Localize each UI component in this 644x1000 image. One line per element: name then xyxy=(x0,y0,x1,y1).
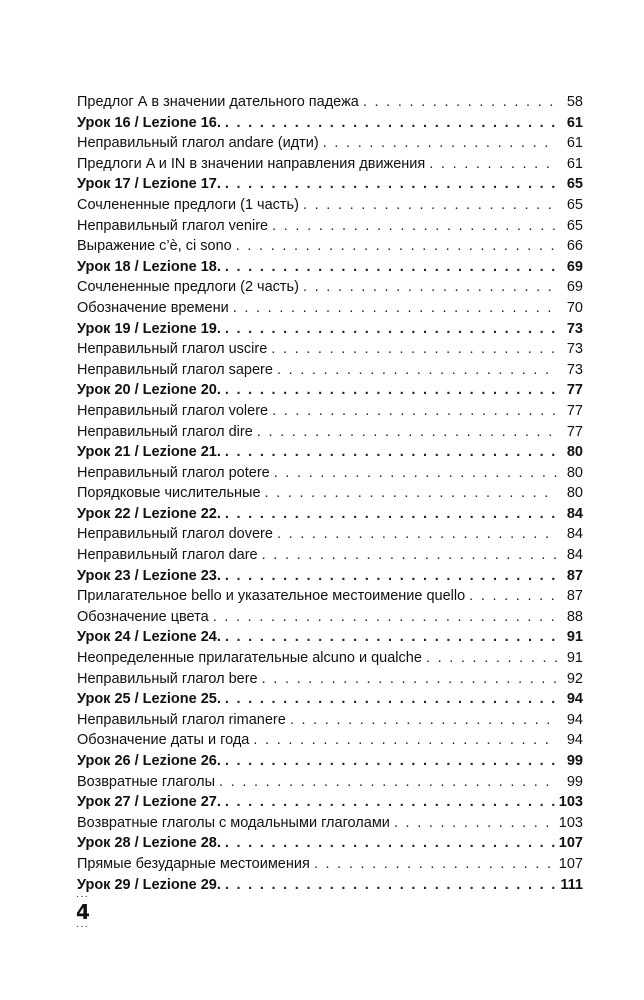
toc-entry-page: 66 xyxy=(566,238,583,255)
toc-entry-title: Урок 18 / Lezione 18. xyxy=(77,258,221,275)
toc-dot-leader xyxy=(225,792,555,813)
toc-entry-page: 111 xyxy=(560,876,583,893)
toc-entry-title: Неопределенные прилагательные alcuno и qualche xyxy=(77,650,422,667)
toc-topic-row xyxy=(77,154,583,175)
toc-topic-row xyxy=(77,545,583,566)
toc-dot-leader xyxy=(323,133,557,154)
toc-topic-row xyxy=(77,483,583,504)
toc-entry-page: 77 xyxy=(566,423,583,440)
toc-entry-title: Неправильный глагол dare xyxy=(77,547,258,564)
toc-entry-page: 91 xyxy=(566,650,583,667)
toc-topic-row xyxy=(77,277,583,298)
page-number-block xyxy=(76,893,96,931)
toc-dot-leader xyxy=(213,607,557,628)
toc-topic-row xyxy=(77,772,583,793)
toc-entry-page: 107 xyxy=(558,855,583,872)
toc-topic-row xyxy=(77,236,583,257)
toc-topic-row xyxy=(77,422,583,443)
toc-dot-leader xyxy=(225,566,557,587)
toc-dot-leader xyxy=(225,751,557,772)
toc-entry-page: 87 xyxy=(566,588,583,605)
toc-entry-title: Неправильный глагол venire xyxy=(77,217,269,234)
toc-entry-page: 84 xyxy=(566,505,583,522)
toc-entry-title: Неправильный глагол volere xyxy=(77,402,269,419)
toc-entry-title: Обозначение даты и года xyxy=(77,732,250,749)
toc-entry-title: Урок 27 / Lezione 27. xyxy=(77,794,221,811)
toc-dot-leader xyxy=(219,772,557,793)
toc-entry-page: 65 xyxy=(566,217,583,234)
toc-dot-leader xyxy=(225,380,557,401)
toc-dot-leader xyxy=(233,298,557,319)
toc-entry-title: Неправильный глагол dire xyxy=(77,423,253,440)
toc-entry-page: 73 xyxy=(566,320,583,337)
toc-dot-leader xyxy=(277,524,557,545)
toc-entry-page: 103 xyxy=(558,814,583,831)
toc-entry-page: 80 xyxy=(566,464,583,481)
toc-entry-title: Урок 21 / Lezione 21. xyxy=(77,444,221,461)
toc-entry-title: Урок 23 / Lezione 23. xyxy=(77,567,221,584)
toc-dot-leader xyxy=(469,586,557,607)
toc-entry-title: Возвратные глаголы с модальными глаголами xyxy=(77,814,390,831)
toc-topic-row xyxy=(77,298,583,319)
toc-lesson-row xyxy=(77,792,583,813)
toc-lesson-row xyxy=(77,442,583,463)
toc-entry-page: 80 xyxy=(566,485,583,502)
toc-dot-leader xyxy=(225,875,557,896)
toc-topic-row xyxy=(77,524,583,545)
toc-entry-page: 94 xyxy=(566,711,583,728)
page-number-dots-bottom: ··· xyxy=(76,921,89,932)
toc-dot-leader xyxy=(257,422,557,443)
toc-entry-page: 91 xyxy=(566,629,583,646)
toc-dot-leader xyxy=(303,277,557,298)
toc-dot-leader xyxy=(225,627,557,648)
toc-entry-title: Обозначение времени xyxy=(77,299,229,316)
toc-lesson-row xyxy=(77,875,583,896)
toc-entry-page: 61 xyxy=(566,114,583,131)
toc-entry-page: 69 xyxy=(566,279,583,296)
toc-lesson-row xyxy=(77,113,583,134)
toc-topic-row xyxy=(77,463,583,484)
toc-dot-leader xyxy=(429,154,557,175)
toc-dot-leader xyxy=(225,113,557,134)
toc-dot-leader xyxy=(225,504,557,525)
toc-topic-row xyxy=(77,401,583,422)
toc-topic-row xyxy=(77,586,583,607)
toc-lesson-row xyxy=(77,689,583,710)
toc-entry-page: 61 xyxy=(566,135,583,152)
toc-lesson-row xyxy=(77,257,583,278)
toc-topic-row xyxy=(77,648,583,669)
toc-entry-title: Прямые безударные местоимения xyxy=(77,855,310,872)
toc-dot-leader xyxy=(225,257,557,278)
toc-entry-title: Неправильный глагол uscire xyxy=(77,341,268,358)
toc-entry-page: 94 xyxy=(566,732,583,749)
toc-topic-row xyxy=(77,195,583,216)
toc-entry-title: Неправильный глагол bere xyxy=(77,670,258,687)
toc-entry-page: 107 xyxy=(558,835,583,852)
toc-entry-title: Неправильный глагол potere xyxy=(77,464,270,481)
toc-dot-leader xyxy=(225,442,557,463)
toc-lesson-row xyxy=(77,504,583,525)
toc-entry-title: Сочлененные предлоги (2 часть) xyxy=(77,279,299,296)
toc-topic-row xyxy=(77,607,583,628)
toc-entry-page: 73 xyxy=(566,341,583,358)
toc-dot-leader xyxy=(253,730,557,751)
toc-dot-leader xyxy=(262,545,557,566)
toc-topic-row xyxy=(77,216,583,237)
toc-dot-leader xyxy=(225,689,557,710)
toc-entry-title: Урок 29 / Lezione 29. xyxy=(77,876,221,893)
toc-dot-leader xyxy=(277,360,557,381)
toc-dot-leader xyxy=(290,710,557,731)
toc-topic-row xyxy=(77,813,583,834)
toc-entry-title: Возвратные глаголы xyxy=(77,773,215,790)
toc-dot-leader xyxy=(271,339,557,360)
toc-entry-title: Неправильный глагол rimanere xyxy=(77,711,286,728)
toc-entry-page: 88 xyxy=(566,608,583,625)
toc-topic-row xyxy=(77,854,583,875)
toc-entry-title: Урок 28 / Lezione 28. xyxy=(77,835,221,852)
toc-entry-page: 61 xyxy=(566,155,583,172)
toc-topic-row xyxy=(77,339,583,360)
toc-entry-title: Урок 26 / Lezione 26. xyxy=(77,753,221,769)
toc-lesson-row xyxy=(77,380,583,401)
toc-topic-row xyxy=(77,730,583,751)
toc-entry-page: 58 xyxy=(566,94,583,110)
toc-entry-title: Неправильный глагол dovere xyxy=(77,526,273,543)
toc-lesson-row xyxy=(77,174,583,195)
toc-entry-page: 87 xyxy=(566,567,583,584)
toc-topic-row xyxy=(77,360,583,381)
toc-entry-page: 77 xyxy=(566,382,583,399)
toc-entry-page: 99 xyxy=(566,773,583,790)
toc-entry-page: 103 xyxy=(558,794,583,811)
page-number-dots-top: ··· xyxy=(76,891,89,902)
toc-entry-title: Урок 17 / Lezione 17. xyxy=(77,176,221,193)
toc-entry-title: Урок 16 / Lezione 16. xyxy=(77,114,221,131)
toc-dot-leader xyxy=(426,648,557,669)
toc-entry-title: Урок 19 / Lezione 19. xyxy=(77,320,221,337)
toc-entry-title: Урок 20 / Lezione 20. xyxy=(77,382,221,399)
toc-entry-page: 77 xyxy=(566,402,583,419)
toc-dot-leader xyxy=(272,216,557,237)
toc-entry-page: 99 xyxy=(566,753,583,769)
toc-entry-title: Прилагательное bello и указательное местоимение quello xyxy=(77,588,466,605)
toc-entry-title: Выражение c’è, ci sono xyxy=(77,238,232,255)
toc-dot-leader xyxy=(225,833,555,854)
toc-entry-title: Урок 25 / Lezione 25. xyxy=(77,691,221,708)
toc-dot-leader xyxy=(236,236,557,257)
toc-topic-row xyxy=(77,92,583,113)
toc-entry-title: Неправильный глагол andare (идти) xyxy=(77,135,319,152)
table-of-contents xyxy=(77,92,583,895)
toc-dot-leader xyxy=(314,854,555,875)
toc-entry-page: 84 xyxy=(566,547,583,564)
toc-dot-leader xyxy=(272,401,557,422)
toc-entry-title: Неправильный глагол sapere xyxy=(77,361,273,378)
toc-dot-leader xyxy=(363,92,557,113)
toc-entry-title: Порядковые числительные xyxy=(77,485,261,502)
toc-entry-title: Предлоги A и IN в значении направления движения xyxy=(77,155,426,172)
toc-lesson-row xyxy=(77,627,583,648)
toc-dot-leader xyxy=(265,483,557,504)
toc-entry-page: 80 xyxy=(566,444,583,461)
toc-lesson-row xyxy=(77,833,583,854)
toc-entry-page: 94 xyxy=(566,691,583,708)
toc-dot-leader xyxy=(394,813,555,834)
toc-dot-leader xyxy=(303,195,557,216)
toc-dot-leader xyxy=(262,669,557,690)
toc-lesson-row xyxy=(77,751,583,772)
toc-entry-page: 92 xyxy=(566,670,583,687)
toc-topic-row xyxy=(77,133,583,154)
toc-topic-row xyxy=(77,669,583,690)
toc-entry-page: 69 xyxy=(566,258,583,275)
toc-entry-page: 65 xyxy=(566,176,583,193)
toc-dot-leader xyxy=(225,319,557,340)
toc-entry-page: 70 xyxy=(566,299,583,316)
toc-entry-title: Обозначение цвета xyxy=(77,608,209,625)
toc-lesson-row xyxy=(77,566,583,587)
toc-entry-title: Сочлененные предлоги (1 часть) xyxy=(77,196,299,213)
toc-entry-title: Урок 22 / Lezione 22. xyxy=(77,505,221,522)
toc-dot-leader xyxy=(274,463,557,484)
toc-lesson-row xyxy=(77,319,583,340)
toc-entry-page: 84 xyxy=(566,526,583,543)
toc-dot-leader xyxy=(225,174,557,195)
toc-entry-title: Предлог А в значении дательного падежа xyxy=(77,94,359,110)
toc-topic-row xyxy=(77,710,583,731)
toc-entry-page: 73 xyxy=(566,361,583,378)
toc-entry-page: 65 xyxy=(566,196,583,213)
toc-entry-title: Урок 24 / Lezione 24. xyxy=(77,629,221,646)
page-number: 4 xyxy=(76,900,90,924)
